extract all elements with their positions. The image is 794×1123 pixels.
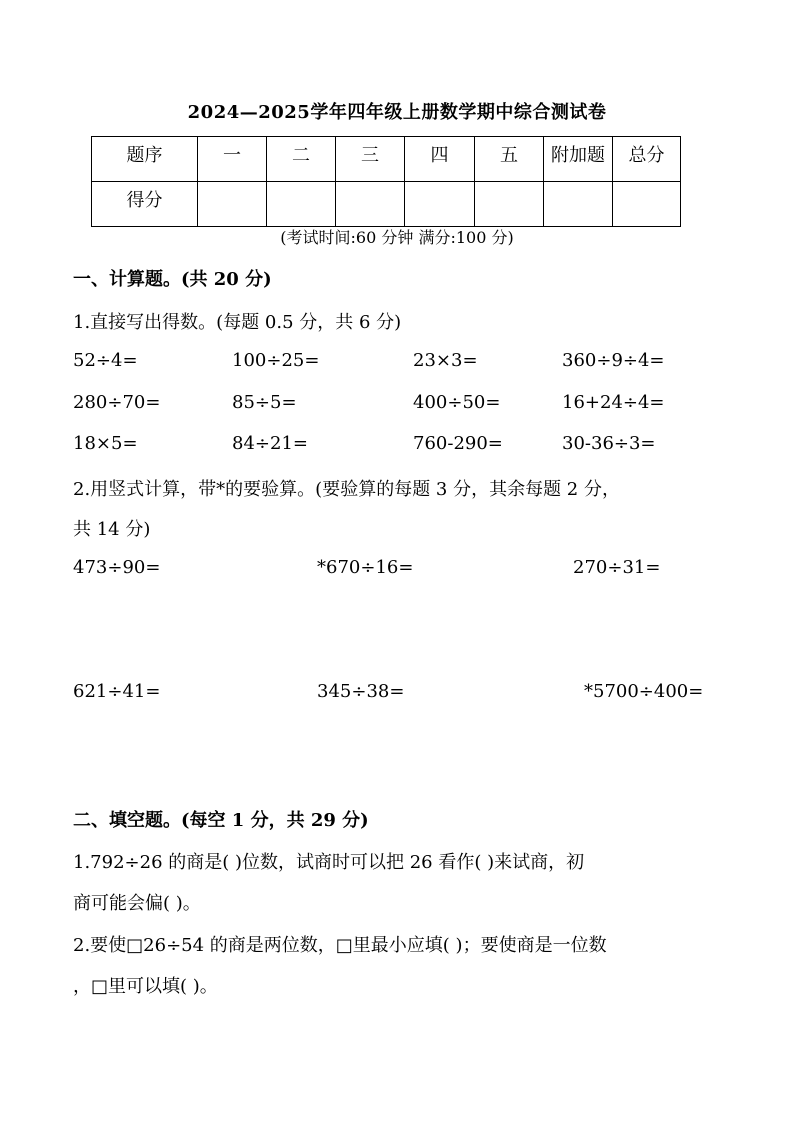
oral-problem: 85÷5=	[232, 392, 297, 413]
score-cell[interactable]	[336, 182, 405, 227]
vertical-problem: 270÷31=	[573, 557, 661, 578]
row-label-cell: 得分	[92, 182, 198, 227]
score-cell[interactable]	[198, 182, 267, 227]
score-cell[interactable]	[267, 182, 336, 227]
header-cell: 三	[336, 137, 405, 182]
section2-heading: 二、填空题。(每空 1 分，共 29 分)	[73, 810, 369, 831]
vertical-row	[0, 681, 794, 707]
q2-prompt: 2.用竖式计算，带*的要验算。(要验算的每题 3 分，其余每题 2 分，	[73, 479, 620, 500]
header-cell: 一	[198, 137, 267, 182]
oral-problem: 280÷70=	[73, 392, 161, 413]
header-cell: 五	[475, 137, 544, 182]
oral-problem: 360÷9÷4=	[562, 350, 665, 371]
oral-problem: 100÷25=	[232, 350, 320, 371]
vertical-problem: 345÷38=	[317, 681, 405, 702]
exam-note: (考试时间:60 分钟 满分:100 分)	[280, 228, 514, 247]
vertical-problem: 473÷90=	[73, 557, 161, 578]
fill-q2: 2.要使□26÷54 的商是两位数，□里最小应填( )；要使商是一位数	[73, 935, 607, 956]
vertical-row	[0, 557, 794, 583]
oral-problem: 400÷50=	[413, 392, 501, 413]
score-cell[interactable]	[475, 182, 544, 227]
fill-q2-cont: ，□里可以填( )。	[73, 976, 218, 997]
score-cell[interactable]	[405, 182, 475, 227]
q1-prompt: 1.直接写出得数。(每题 0.5 分，共 6 分)	[73, 312, 402, 333]
score-cell[interactable]	[544, 182, 613, 227]
header-cell: 二	[267, 137, 336, 182]
oral-problem: 84÷21=	[232, 433, 308, 454]
score-cell[interactable]	[613, 182, 681, 227]
oral-row	[0, 392, 794, 418]
fill-q1-cont: 商可能会偏( )。	[73, 893, 201, 914]
exam-title: 2024—2025学年四年级上册数学期中综合测试卷	[187, 102, 607, 123]
score-table	[91, 136, 681, 227]
oral-problem: 52÷4=	[73, 350, 138, 371]
fill-q1: 1.792÷26 的商是( )位数，试商时可以把 26 看作( )来试商，初	[73, 852, 585, 873]
header-cell: 总分	[613, 137, 681, 182]
oral-row	[0, 350, 794, 376]
oral-problem: 16+24÷4=	[562, 392, 665, 413]
q2-prompt-cont: 共 14 分)	[73, 519, 151, 540]
header-cell: 附加题	[544, 137, 613, 182]
oral-row	[0, 433, 794, 459]
vertical-problem: *670÷16=	[317, 557, 414, 578]
oral-problem: 23×3=	[413, 350, 478, 371]
oral-problem: 18×5=	[73, 433, 138, 454]
section1-heading: 一、计算题。(共 20 分)	[73, 269, 272, 290]
header-cell: 题序	[92, 137, 198, 182]
oral-problem: 30-36÷3=	[562, 433, 656, 454]
vertical-problem: *5700÷400=	[584, 681, 704, 702]
score-table-score-row	[92, 182, 681, 227]
header-cell: 四	[405, 137, 475, 182]
score-table-header-row	[92, 137, 681, 182]
oral-problem: 760-290=	[413, 433, 503, 454]
vertical-problem: 621÷41=	[73, 681, 161, 702]
